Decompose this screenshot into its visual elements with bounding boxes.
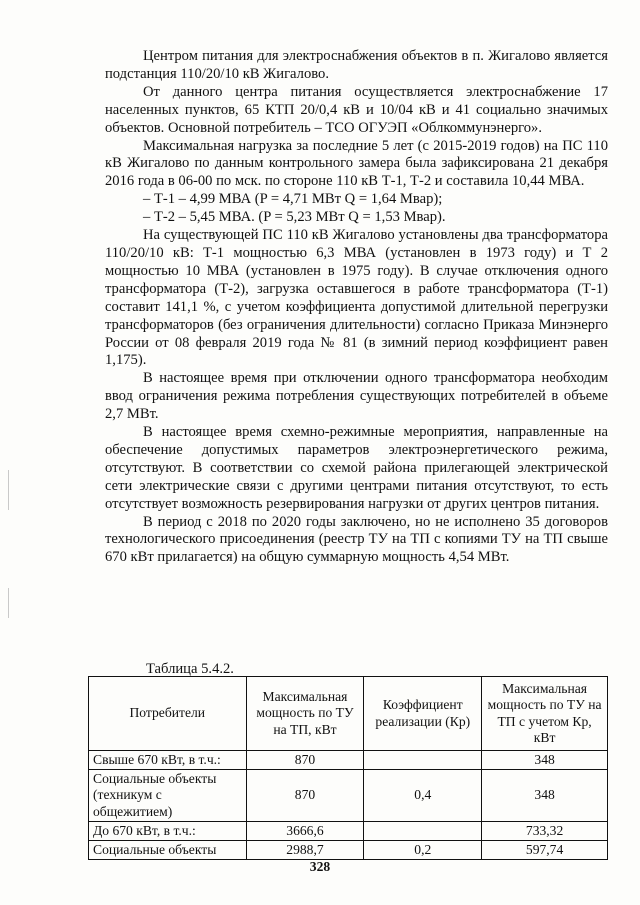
scan-margin-mark-2 xyxy=(8,588,9,618)
table-header-row xyxy=(89,677,608,751)
header-coefficient: Коэффициент реализации (Кр) xyxy=(364,677,482,751)
document-body xyxy=(105,48,608,567)
table-cell: 0,4 xyxy=(364,770,482,822)
table-cell: 2988,7 xyxy=(246,841,364,860)
table-cell: 870 xyxy=(246,751,364,770)
table-row xyxy=(89,821,608,840)
table-cell: 348 xyxy=(482,751,608,770)
table-cell: Свыше 670 кВт, в т.ч.: xyxy=(89,751,247,770)
table-cell: До 670 кВт, в т.ч.: xyxy=(89,821,247,840)
paragraph-5: В настоящее время при отключении одного трансформатора необходим ввод ограничения режима потребления существующих потребителей в объеме 2,7 МВт. xyxy=(105,370,608,423)
table-cell: Социальные объекты xyxy=(89,841,247,860)
paragraph-2: От данного центра питания осуществляется электроснабжение 17 населенных пунктов, 65 КТП 20/0,4 кВ и 10/04 кВ и 41 социально значимых объектов. Основной потребитель – ТСО ОГУЭП «Облкоммунэнерго». xyxy=(105,83,608,136)
table-row xyxy=(89,841,608,860)
header-max-power-kr: Максимальная мощность по ТУ на ТП с учетом Кр, кВт xyxy=(482,677,608,751)
header-max-power: Максимальная мощность по ТУ на ТП, кВт xyxy=(246,677,364,751)
header-consumers: Потребители xyxy=(89,677,247,751)
table-cell xyxy=(364,821,482,840)
table-cell: 733,32 xyxy=(482,821,608,840)
table-cell: 870 xyxy=(246,770,364,822)
paragraph-6: В настоящее время схемно-режимные мероприятия, направленные на обеспечение допустимых параметров электроэнергетического режима, отсутствуют. В соответствии со схемой района прилегающей электрической сети электрические связи с другими центрами питания отсутствуют, то есть отсутствует возможность резервирования нагрузки от других центров питания. xyxy=(105,424,608,512)
table-cell xyxy=(364,751,482,770)
table-caption: Таблица 5.4.2. xyxy=(146,661,234,677)
scan-margin-mark xyxy=(8,470,9,510)
consumers-table xyxy=(88,676,608,860)
list-item-t2: – Т-2 – 5,45 МВА. (P = 5,23 МВт Q = 1,53 Мвар). xyxy=(143,209,446,226)
table-row xyxy=(89,751,608,770)
table-cell: 0,2 xyxy=(364,841,482,860)
page-number: 328 xyxy=(309,859,331,874)
table-cell: 597,74 xyxy=(482,841,608,860)
paragraph-3: Максимальная нагрузка за последние 5 лет (с 2015-2019 годов) на ПС 110 кВ Жигалово по данным контрольного замера была зафиксирована 21 декабря 2016 года в 06-00 по мск. по стороне 110 кВ Т-1, Т-2 и составила 10,44 МВА. xyxy=(105,137,608,190)
paragraph-7: В период с 2018 по 2020 годы заключено, но не исполнено 35 договоров технологического присоединения (реестр ТУ на ТП с копиями ТУ на ТП свыше 670 кВт прилагается) на общую суммарную мощность 4,54 МВт. xyxy=(105,513,608,566)
table-row xyxy=(89,770,608,822)
table-cell: 3666,6 xyxy=(246,821,364,840)
paragraph-1: Центром питания для электроснабжения объектов в п. Жигалово является подстанция 110/20/10 кВ Жигалово. xyxy=(105,48,608,82)
list-item-t1: – Т-1 – 4,99 МВА (P = 4,71 МВт Q = 1,64 Мвар); xyxy=(143,191,443,208)
paragraph-4: На существующей ПС 110 кВ Жигалово установлены два трансформатора 110/20/10 кВ: Т-1 мощностью 6,3 МВА (установлен в 1973 году) и Т 2 мощностью 10 МВА (установлен в 1975 году). В случае отключения одного трансформатора (Т-2), загрузка оставшегося в работе трансформатора (Т-1) составит 141,1 %, с учетом коэффициента допустимой длительной перегрузки трансформаторов (без ограничения длительности) согласно Приказа Минэнерго России от 08 февраля 2019 года № 81 (в зимний период коэффициент равен 1,175). xyxy=(105,227,608,369)
table-cell: 348 xyxy=(482,770,608,822)
table-cell: Социальные объекты (техникум с общежитием) xyxy=(89,770,247,822)
